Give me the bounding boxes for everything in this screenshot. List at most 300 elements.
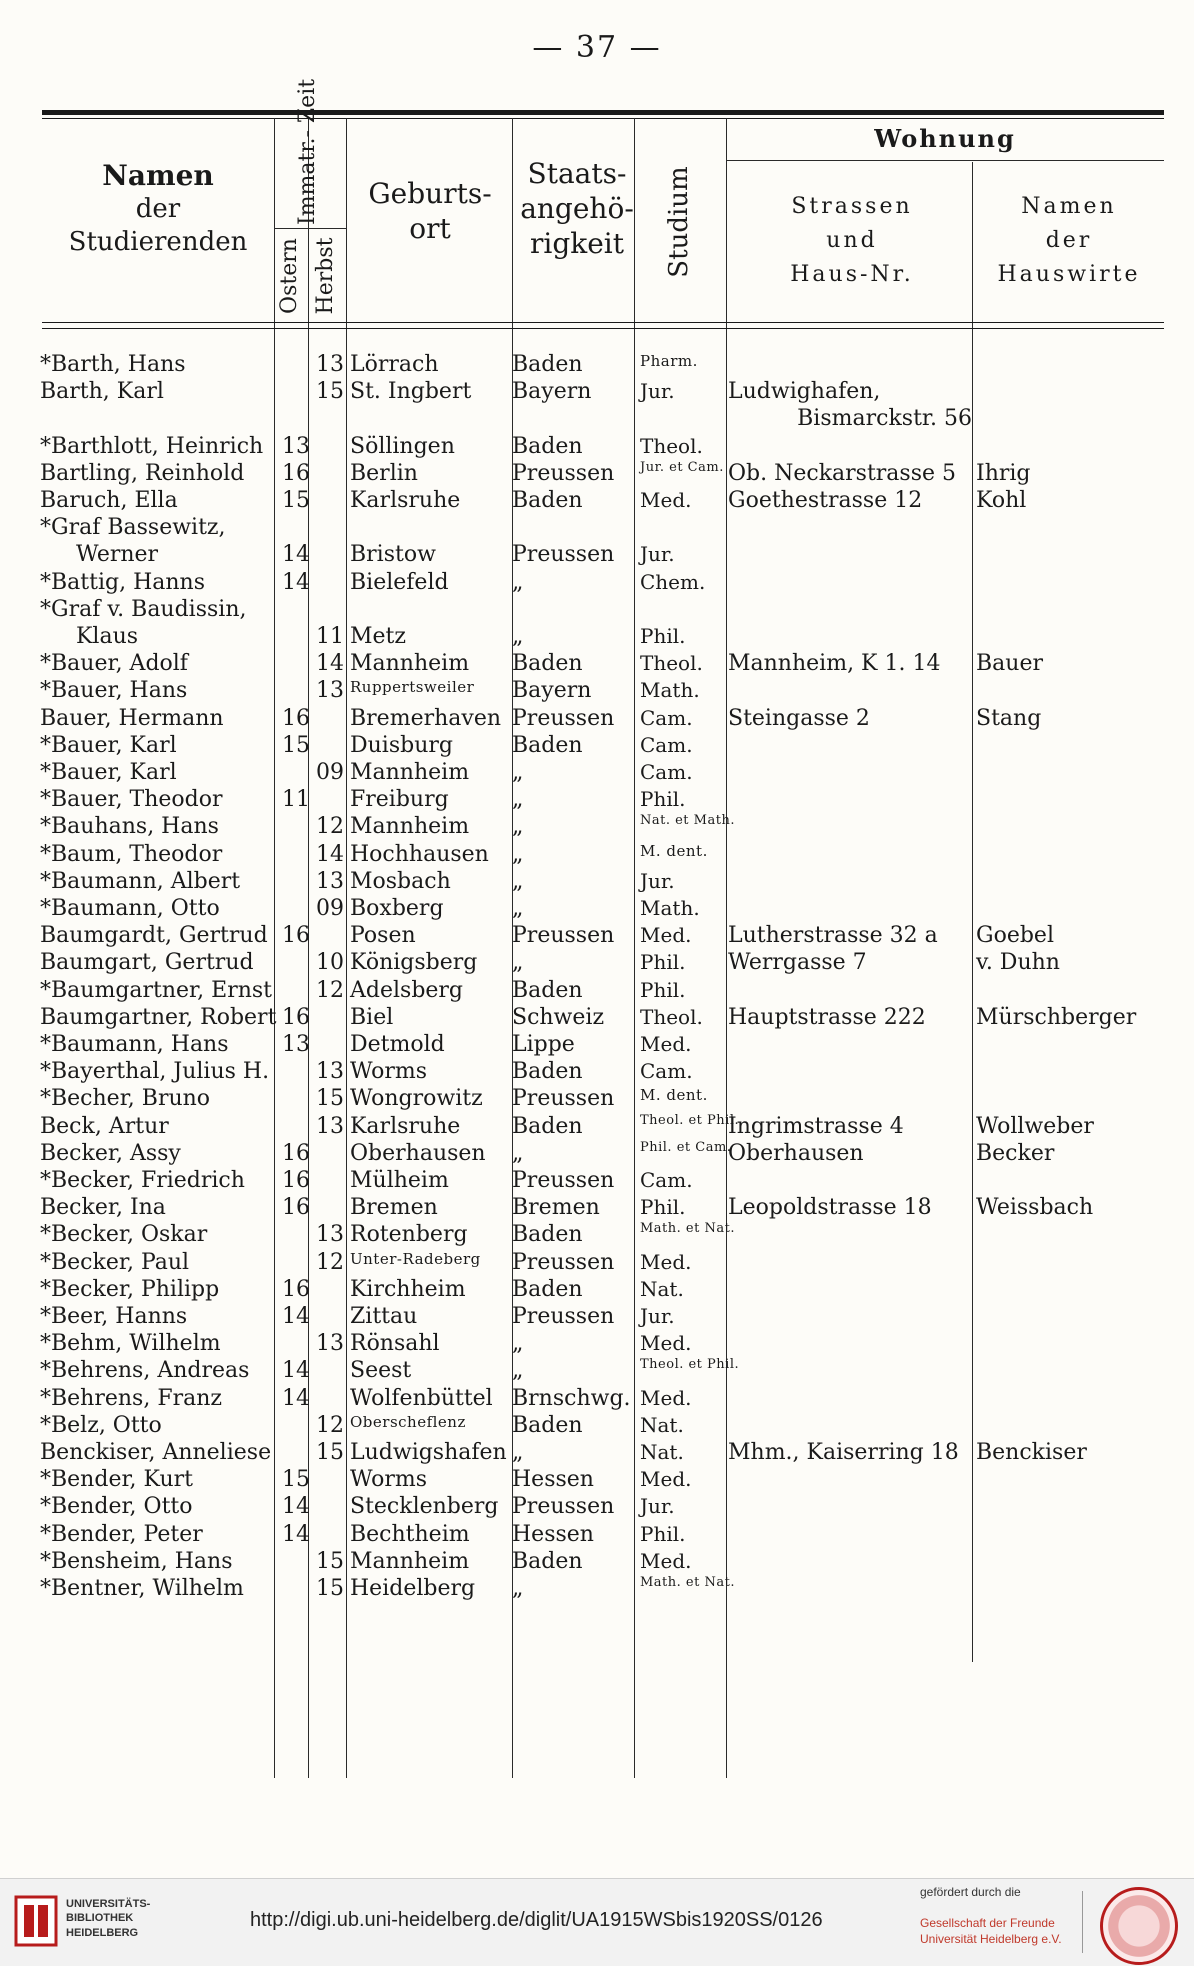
- street-address: Mhm., Kaiserring 18: [728, 1440, 959, 1465]
- university-library-logo-icon: [14, 1893, 58, 1949]
- header-names-title: Namen: [102, 159, 214, 192]
- nationality: Preussen: [512, 1304, 615, 1329]
- table-row: [0, 1440, 1194, 1467]
- immatr-ostern: 11: [282, 787, 310, 813]
- field-of-study: Math.: [640, 896, 700, 920]
- birthplace: Mülheim: [350, 1168, 449, 1193]
- student-name: *Barth, Hans: [40, 352, 186, 377]
- header-strassen-1: Strassen: [791, 194, 913, 219]
- immatr-herbst: 09: [316, 896, 344, 921]
- field-of-study: Med.: [640, 1467, 692, 1492]
- immatr-herbst: 15: [316, 1548, 344, 1574]
- field-of-study: Phil. et Cam.: [640, 1139, 732, 1155]
- birthplace: Söllingen: [350, 433, 455, 459]
- table-row: [0, 352, 1194, 379]
- header-staats-3: rigkeit: [529, 227, 624, 260]
- student-name: Klaus: [76, 624, 139, 649]
- immatr-herbst: 13: [316, 1059, 344, 1085]
- table-row: [0, 1413, 1194, 1440]
- table-row: [0, 1114, 1194, 1141]
- student-name: Werner: [76, 542, 159, 568]
- header-geburtsort: [350, 176, 510, 246]
- header-geburtsort-1: Geburts-: [368, 177, 492, 210]
- field-of-study: Nat.: [640, 1412, 684, 1437]
- table-row: [0, 842, 1194, 869]
- student-name: *Baumann, Otto: [40, 896, 220, 921]
- field-of-study: Med.: [640, 1032, 692, 1056]
- birthplace: Berlin: [350, 460, 418, 486]
- birthplace: Detmold: [350, 1032, 445, 1057]
- immatr-herbst: 12: [316, 1412, 344, 1438]
- landlord-name: v. Duhn: [976, 950, 1060, 976]
- birthplace: Kirchheim: [350, 1276, 466, 1302]
- sponsor-name: [920, 1915, 1062, 1947]
- table-row: [0, 1250, 1194, 1277]
- field-of-study: Jur. et Cam.: [640, 459, 724, 475]
- header-staats-1: Staats-: [527, 157, 627, 190]
- field-of-study: Phil.: [640, 977, 686, 1002]
- immatr-ostern: 16: [282, 1195, 310, 1221]
- table-row: [0, 379, 1194, 406]
- nationality: „: [512, 1358, 524, 1384]
- immatr-ostern: 14: [282, 1304, 310, 1329]
- nationality: „: [512, 841, 524, 867]
- table-row: [0, 515, 1194, 542]
- birthplace: Mosbach: [350, 868, 451, 894]
- nationality: Baden: [512, 1412, 583, 1438]
- nationality: Preussen: [512, 1249, 615, 1275]
- birthplace: Metz: [350, 624, 406, 649]
- nationality: „: [512, 787, 524, 813]
- sponsor-caption: gefördert durch die: [920, 1885, 1021, 1899]
- field-of-study: Cam.: [640, 760, 693, 784]
- birthplace: Lörrach: [350, 352, 439, 377]
- landlord-name: Bauer: [976, 651, 1043, 677]
- birthplace: Karlsruhe: [350, 488, 461, 513]
- table-row: [0, 1168, 1194, 1195]
- nationality: Preussen: [512, 1168, 615, 1193]
- birthplace: Oberscheflenz: [350, 1412, 466, 1431]
- street-address: Ingrimstrasse 4: [728, 1113, 904, 1139]
- birthplace: Mannheim: [350, 651, 470, 677]
- landlord-name: Benckiser: [976, 1440, 1087, 1465]
- wohnung-divider: [726, 160, 1164, 161]
- immatr-herbst: 15: [316, 1086, 344, 1112]
- header-hauswirte-2: der: [1045, 228, 1093, 254]
- immatr-herbst: 13: [316, 1331, 344, 1357]
- student-name: Bartling, Reinhold: [40, 460, 245, 486]
- nationality: „: [512, 814, 524, 840]
- immatr-ostern: 16: [282, 460, 310, 486]
- header-strassen-2: und: [826, 228, 878, 254]
- birthplace: Freiburg: [350, 787, 449, 813]
- field-of-study: Theol.: [640, 651, 703, 676]
- student-name: *Bender, Otto: [40, 1494, 193, 1520]
- street-address: Ludwighafen,: [728, 379, 881, 405]
- birthplace: Boxberg: [350, 896, 444, 921]
- immatr-herbst: 13: [316, 1222, 344, 1248]
- field-of-study: Cam.: [640, 732, 693, 757]
- header-wohnung: Wohnung: [874, 124, 1016, 153]
- library-name-line1: UNIVERSITÄTS-: [66, 1898, 151, 1910]
- nationality: „: [512, 1331, 524, 1357]
- field-of-study: Phil.: [640, 950, 686, 975]
- table-row: [0, 597, 1194, 624]
- immatr-herbst: 13: [316, 1113, 344, 1139]
- table-row: [0, 1386, 1194, 1413]
- table-row: [0, 1331, 1194, 1358]
- student-name: *Becker, Friedrich: [40, 1168, 245, 1193]
- immatr-ostern: 16: [282, 705, 310, 731]
- nationality: Lippe: [512, 1032, 575, 1057]
- header-names: [42, 158, 274, 258]
- immatr-ostern: 16: [282, 1004, 310, 1030]
- student-name: *Bender, Peter: [40, 1521, 203, 1547]
- street-address: Mannheim, K 1. 14: [728, 651, 941, 677]
- field-of-study: Med.: [640, 1331, 692, 1356]
- birthplace: Biel: [350, 1004, 394, 1030]
- birthplace: Adelsberg: [350, 977, 464, 1003]
- header-hauswirte-3: Hauswirte: [997, 262, 1141, 288]
- street-address: Ob. Neckarstrasse 5: [728, 460, 957, 486]
- field-of-study: Theol. et Phil.: [640, 1357, 740, 1373]
- nationality: Preussen: [512, 1086, 615, 1112]
- immatr-herbst: 15: [316, 1440, 344, 1465]
- nationality: Baden: [512, 1276, 583, 1302]
- field-of-study: M. dent.: [640, 1086, 708, 1105]
- birthplace: Stecklenberg: [350, 1494, 499, 1520]
- student-name: Baruch, Ella: [40, 488, 178, 513]
- student-name: *Bensheim, Hans: [40, 1548, 233, 1574]
- header-immatr-zeit: Immatr.- Zeit: [295, 78, 320, 225]
- field-of-study: Jur.: [640, 868, 675, 893]
- student-name: *Graf Bassewitz,: [40, 515, 226, 541]
- birthplace: Ludwigshafen: [350, 1440, 507, 1465]
- header-staatsangehoerigkeit: [512, 156, 642, 261]
- nationality: Brnschwg.: [512, 1385, 631, 1411]
- immatr-ostern: 14: [282, 1494, 310, 1520]
- birthplace: Heidelberg: [350, 1576, 476, 1601]
- student-name: *Bayerthal, Julius H.: [40, 1059, 270, 1085]
- field-of-study: Chem.: [640, 569, 706, 594]
- nationality: Baden: [512, 1059, 583, 1085]
- table-row: [0, 978, 1194, 1005]
- table-row: [0, 923, 1194, 950]
- table-row: [0, 1086, 1194, 1113]
- immatr-ostern: 15: [282, 732, 310, 758]
- table-top-rule-thin: [42, 118, 1164, 119]
- table-row: [0, 1222, 1194, 1249]
- birthplace: Bielefeld: [350, 569, 449, 595]
- header-hauswirte: [974, 190, 1164, 292]
- street-address: Werrgasse 7: [728, 950, 867, 976]
- birthplace: Rönsahl: [350, 1331, 440, 1357]
- immatr-ostern: 14: [282, 1385, 310, 1411]
- field-of-study: Pharm.: [640, 352, 698, 370]
- table-row: [0, 1522, 1194, 1549]
- nationality: „: [512, 1140, 524, 1166]
- immatr-ostern: 13: [282, 433, 310, 459]
- table-row: [0, 1277, 1194, 1304]
- landlord-name: Kohl: [976, 488, 1027, 513]
- header-bottom-rule-thin: [42, 328, 1164, 329]
- student-name: *Baumann, Hans: [40, 1032, 229, 1057]
- table-row: [0, 733, 1194, 760]
- nationality: Bayern: [512, 678, 592, 704]
- student-name: *Barthlott, Heinrich: [40, 433, 264, 459]
- nationality: Preussen: [512, 460, 615, 486]
- immatr-ostern: 14: [282, 542, 310, 568]
- field-of-study: Phil.: [640, 1195, 686, 1220]
- birthplace: Wongrowitz: [350, 1086, 483, 1112]
- birthplace: Worms: [350, 1059, 428, 1085]
- immatr-herbst: 14: [316, 841, 344, 867]
- library-name-line3: HEIDELBERG: [66, 1926, 139, 1939]
- student-name: *Bauer, Karl: [40, 760, 177, 785]
- nationality: Schweiz: [512, 1004, 605, 1030]
- student-name: Beck, Artur: [40, 1113, 169, 1139]
- table-row: [0, 678, 1194, 705]
- student-name: Becker, Ina: [40, 1195, 166, 1221]
- table-row: [0, 1576, 1194, 1603]
- field-of-study: Jur.: [640, 542, 675, 567]
- nationality: Baden: [512, 488, 583, 513]
- nationality: Baden: [512, 732, 583, 758]
- table-row: [0, 570, 1194, 597]
- library-name-line2: BIBLIOTHEK: [66, 1912, 134, 1925]
- table-row: [0, 950, 1194, 977]
- table-row: [0, 814, 1194, 841]
- student-name: *Belz, Otto: [40, 1412, 162, 1438]
- student-name: *Bauer, Theodor: [40, 787, 223, 813]
- student-name: Baumgart, Gertrud: [40, 950, 254, 976]
- street-address: Oberhausen: [728, 1140, 864, 1166]
- nationality: Hessen: [512, 1467, 594, 1493]
- table-row: [0, 1494, 1194, 1521]
- immatr-herbst: 14: [316, 651, 344, 677]
- street-address: Steingasse 2: [728, 705, 870, 731]
- field-of-study: Phil.: [640, 1521, 686, 1546]
- immatr-ostern: 15: [282, 488, 310, 513]
- student-name: *Behrens, Andreas: [40, 1358, 250, 1384]
- student-name: *Becker, Philipp: [40, 1276, 220, 1302]
- student-name: *Bauhans, Hans: [40, 814, 219, 840]
- table-row: [0, 787, 1194, 814]
- student-name: *Behrens, Franz: [40, 1385, 222, 1411]
- field-of-study: Theol.: [640, 1004, 703, 1029]
- header-strassen-3: Haus-Nr.: [790, 262, 914, 288]
- table-row: [0, 1467, 1194, 1494]
- immatr-herbst: 15: [316, 379, 344, 405]
- student-name: *Bender, Kurt: [40, 1467, 194, 1493]
- table-row: [0, 1005, 1194, 1032]
- table-row: [0, 1195, 1194, 1222]
- birthplace: Oberhausen: [350, 1140, 486, 1166]
- field-of-study: Jur.: [640, 1304, 675, 1328]
- header-names-sub2: Studierenden: [68, 226, 248, 257]
- student-name: Bauer, Hermann: [40, 705, 224, 731]
- landlord-name: Stang: [976, 705, 1042, 731]
- birthplace: Posen: [350, 923, 416, 949]
- field-of-study: Med.: [640, 488, 692, 512]
- nationality: Hessen: [512, 1521, 594, 1547]
- field-of-study: Nat.: [640, 1440, 684, 1464]
- nationality: Preussen: [512, 923, 615, 949]
- header-geburtsort-2: ort: [409, 212, 451, 245]
- document-url-link[interactable]: http://digi.ub.uni-heidelberg.de/diglit/UA1915WSbis1920SS/0126: [250, 1909, 823, 1931]
- nationality: „: [512, 624, 524, 649]
- street-address: Lutherstrasse 32 a: [728, 923, 938, 949]
- birthplace: Karlsruhe: [350, 1113, 461, 1139]
- field-of-study: Jur.: [640, 379, 675, 404]
- birthplace: Mannheim: [350, 760, 470, 785]
- table-row: [0, 1358, 1194, 1385]
- field-of-study: Phil.: [640, 787, 686, 812]
- birthplace: Bremerhaven: [350, 705, 502, 731]
- field-of-study: Nat. et Math.: [640, 813, 735, 829]
- immatr-ostern: 16: [282, 1168, 310, 1193]
- university-seal-icon: [1100, 1887, 1178, 1965]
- table-row: [0, 624, 1194, 651]
- table-row: [0, 1141, 1194, 1168]
- field-of-study: Med.: [640, 923, 692, 948]
- table-row: [0, 1032, 1194, 1059]
- student-name: *Baumgartner, Ernst: [40, 977, 273, 1003]
- landlord-name: Wollweber: [976, 1113, 1094, 1139]
- immatr-herbst: 09: [316, 760, 344, 785]
- nationality: Baden: [512, 433, 583, 459]
- nationality: „: [512, 760, 524, 785]
- student-name: *Graf v. Baudissin,: [40, 596, 247, 622]
- student-name: Baumgardt, Gertrud: [40, 923, 268, 949]
- field-of-study: Med.: [640, 1385, 692, 1410]
- header-studium: Studium: [664, 166, 694, 278]
- immatr-ostern: 14: [282, 569, 310, 595]
- birthplace: Rotenberg: [350, 1222, 468, 1248]
- field-of-study: Math. et Nat.: [640, 1575, 735, 1590]
- immatr-ostern: 16: [282, 1276, 310, 1302]
- nationality: Baden: [512, 977, 583, 1003]
- table-row: [0, 869, 1194, 896]
- landlord-name: Mürschberger: [976, 1004, 1137, 1030]
- immatr-ostern: 14: [282, 1358, 310, 1384]
- field-of-study: Math.: [640, 678, 700, 703]
- footer-bar: [0, 1878, 1194, 1966]
- student-name: *Bauer, Adolf: [40, 651, 188, 677]
- field-of-study: Cam.: [640, 705, 693, 730]
- street-address: Leopoldstrasse 18: [728, 1195, 932, 1221]
- table-row: [0, 896, 1194, 923]
- birthplace: Worms: [350, 1467, 428, 1493]
- header-herbst: Herbst: [313, 237, 338, 315]
- student-name: *Bauer, Hans: [40, 678, 188, 704]
- immatr-herbst: 12: [316, 814, 344, 840]
- table-row: [0, 542, 1194, 569]
- landlord-name: Ihrig: [976, 460, 1031, 486]
- birthplace: Bechtheim: [350, 1521, 470, 1547]
- sponsor-name-line2: Universität Heidelberg e.V.: [920, 1932, 1062, 1947]
- student-name: Benckiser, Anneliese: [40, 1440, 272, 1465]
- student-name: *Bentner, Wilhelm: [40, 1576, 244, 1601]
- birthplace: Ruppertsweiler: [350, 678, 475, 697]
- nationality: „: [512, 569, 524, 595]
- student-name: *Battig, Hanns: [40, 569, 205, 595]
- field-of-study: Nat.: [640, 1276, 684, 1301]
- birthplace: Mannheim: [350, 1548, 470, 1574]
- field-of-study: Theol. et Phil.: [640, 1112, 740, 1128]
- landlord-name: Goebel: [976, 923, 1054, 949]
- student-name: Barth, Karl: [40, 379, 164, 405]
- library-name: [66, 1897, 150, 1940]
- birthplace: Seest: [350, 1358, 412, 1384]
- nationality: Baden: [512, 651, 583, 677]
- birthplace: Bristow: [350, 542, 436, 568]
- birthplace: Hochhausen: [350, 841, 489, 867]
- nationality: Preussen: [512, 1494, 615, 1520]
- student-name: *Baumann, Albert: [40, 868, 241, 894]
- nationality: „: [512, 868, 524, 894]
- immatr-herbst: 13: [316, 678, 344, 704]
- nationality: „: [512, 896, 524, 921]
- field-of-study: Math. et Nat.: [640, 1221, 735, 1237]
- table-row: [0, 760, 1194, 787]
- table-row: [0, 434, 1194, 461]
- birthplace: Königsberg: [350, 950, 478, 976]
- header-ostern: Ostern: [277, 238, 302, 314]
- student-name: *Bauer, Karl: [40, 732, 177, 758]
- page-number: — 37 —: [532, 30, 662, 65]
- immatr-herbst: 10: [316, 950, 344, 976]
- student-name: Baumgartner, Robert: [40, 1004, 277, 1030]
- nationality: „: [512, 1576, 524, 1601]
- table-row: [0, 406, 1194, 433]
- table-row: [0, 651, 1194, 678]
- nationality: „: [512, 950, 524, 976]
- student-name: *Baum, Theodor: [40, 841, 223, 867]
- birthplace: St. Ingbert: [350, 379, 472, 405]
- field-of-study: Cam.: [640, 1059, 693, 1084]
- landlord-name: Weissbach: [976, 1195, 1094, 1221]
- birthplace: Wolfenbüttel: [350, 1385, 493, 1411]
- street-address: Hauptstrasse 222: [728, 1004, 926, 1030]
- nationality: Baden: [512, 1222, 583, 1248]
- street-address: Bismarckstr. 56: [797, 406, 972, 432]
- birthplace: Mannheim: [350, 814, 470, 840]
- nationality: Baden: [512, 1113, 583, 1139]
- birthplace: Unter-Radeberg: [350, 1249, 481, 1268]
- birthplace: Duisburg: [350, 732, 453, 758]
- student-name: *Behm, Wilhelm: [40, 1331, 221, 1357]
- nationality: Bayern: [512, 379, 592, 405]
- student-name: *Beer, Hanns: [40, 1304, 188, 1329]
- field-of-study: Med.: [640, 1249, 692, 1274]
- header-hauswirte-1: Namen: [1021, 194, 1117, 219]
- table-row: [0, 706, 1194, 733]
- field-of-study: Jur.: [640, 1494, 675, 1519]
- nationality: Baden: [512, 1548, 583, 1574]
- table-row: [0, 1304, 1194, 1331]
- student-name: Becker, Assy: [40, 1140, 181, 1166]
- immatr-ostern: 16: [282, 923, 310, 949]
- nationality: Preussen: [512, 705, 615, 731]
- birthplace: Zittau: [350, 1304, 418, 1329]
- nationality: Preussen: [512, 542, 615, 568]
- student-name: *Becher, Bruno: [40, 1086, 211, 1112]
- street-address: Goethestrasse 12: [728, 488, 923, 513]
- table-row: [0, 461, 1194, 488]
- immatr-ostern: 14: [282, 1521, 310, 1547]
- immatr-ostern: 13: [282, 1032, 310, 1057]
